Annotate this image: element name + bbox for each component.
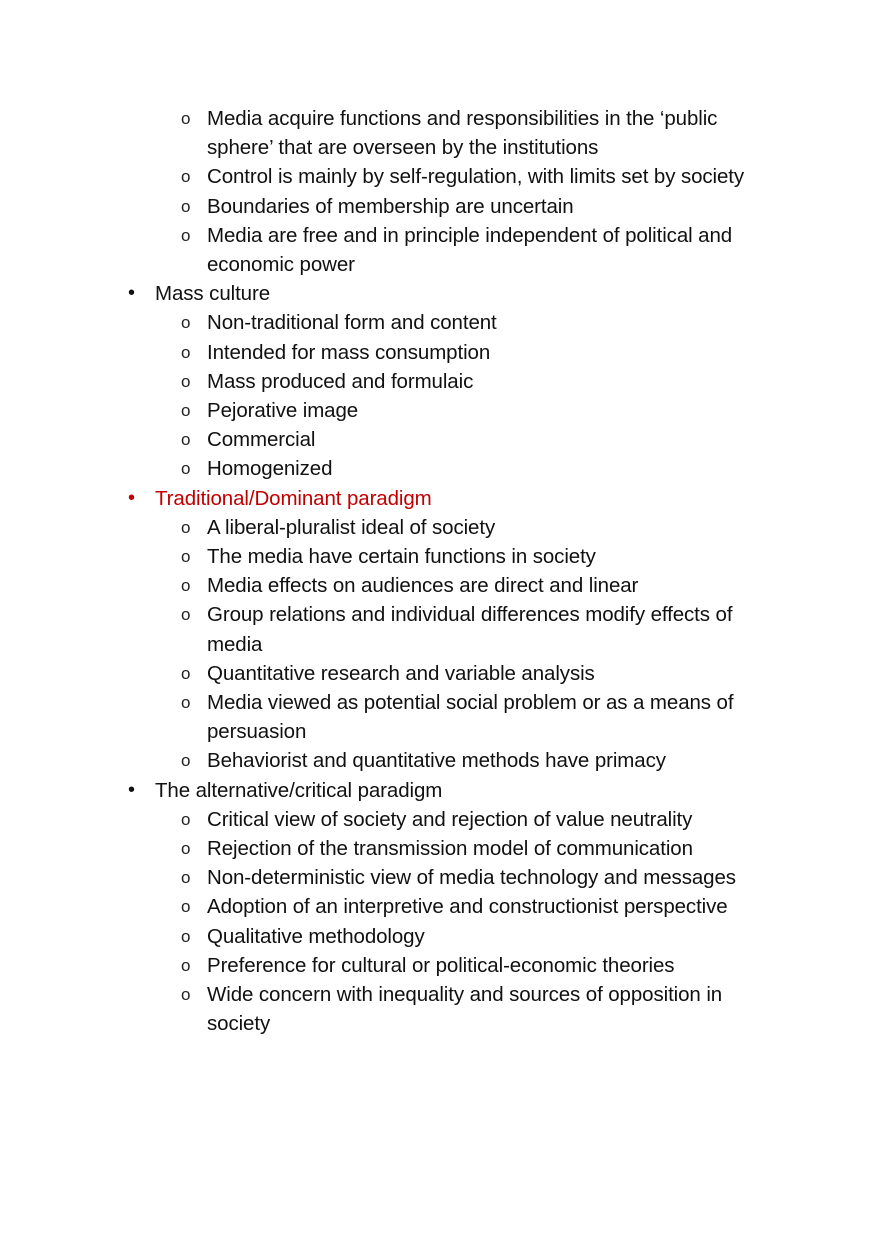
sub-bullet-icon: o: [181, 196, 191, 216]
list-item: [0, 221, 880, 279]
section-critical-paradigm: [0, 776, 880, 1039]
sub-bullet-icon: o: [181, 401, 191, 421]
section-mass-culture: [0, 279, 880, 483]
sub-bullet-icon: o: [181, 897, 191, 917]
section-title: The alternative/critical paradigm: [155, 778, 443, 802]
sub-bullet-icon: o: [181, 693, 191, 713]
list-item: [0, 571, 880, 600]
sub-bullet-icon: o: [181, 342, 191, 362]
sub-bullet-icon: o: [181, 547, 191, 567]
sub-bullet-icon: o: [181, 868, 191, 888]
sub-bullet-icon: o: [181, 371, 191, 391]
list-item: [0, 863, 880, 892]
list-item: [0, 162, 880, 191]
list-item-text: A liberal-pluralist ideal of society: [207, 515, 496, 539]
list-item: [0, 367, 880, 396]
list-item-text: Control is mainly by self-regulation, with limits set by society: [207, 165, 745, 189]
list-item-text: Pejorative image: [207, 399, 359, 423]
section-title: Traditional/Dominant paradigm: [155, 486, 432, 510]
list-item: [0, 922, 880, 951]
list-item-text: Wide concern with inequality and sources of opposition in society: [207, 983, 723, 1036]
list-item: [0, 951, 880, 980]
sub-bullet-icon: o: [181, 576, 191, 596]
sub-bullet-icon: o: [181, 663, 191, 683]
sub-bullet-icon: o: [181, 517, 191, 537]
sub-bullet-icon: o: [181, 751, 191, 771]
sub-bullet-icon: o: [181, 313, 191, 333]
list-item: [0, 104, 880, 162]
bullet-icon: •: [128, 282, 135, 305]
list-item-text: Commercial: [207, 428, 316, 452]
sub-bullet-icon: o: [181, 459, 191, 479]
section-heading: [0, 484, 880, 513]
sub-bullet-icon: o: [181, 839, 191, 859]
sub-bullet-icon: o: [181, 225, 191, 245]
document-body: [0, 104, 880, 1039]
list-item-text: Media viewed as potential social problem or as a means of persuasion: [207, 691, 734, 744]
section-heading: [0, 776, 880, 805]
sub-bullet-icon: o: [181, 430, 191, 450]
list-item-text: Media are free and in principle independent of political and economic power: [207, 223, 733, 277]
list-item: [0, 425, 880, 454]
list-item: [0, 192, 880, 221]
list-item: [0, 805, 880, 834]
list-item-text: Qualitative methodology: [207, 924, 425, 948]
list-item-text: Rejection of the transmission model of communication: [207, 837, 693, 861]
list-item-text: Media effects on audiences are direct and linear: [207, 574, 639, 598]
list-item-text: Preference for cultural or political-economic theories: [207, 953, 675, 977]
list-item-text: Non-traditional form and content: [207, 311, 497, 335]
list-item: [0, 688, 880, 746]
list-item: [0, 513, 880, 542]
section-title: Mass culture: [155, 282, 271, 306]
sub-bullet-icon: o: [181, 809, 191, 829]
sub-bullet-icon: o: [181, 926, 191, 946]
list-item-text: Group relations and individual differences modify effects of media: [207, 603, 733, 656]
list-item: [0, 659, 880, 688]
list-item: [0, 308, 880, 337]
sub-bullet-icon: o: [181, 985, 191, 1005]
list-item-text: Boundaries of membership are uncertain: [207, 194, 574, 218]
list-item-text: Homogenized: [207, 457, 333, 481]
list-item: [0, 834, 880, 863]
sub-bullet-icon: o: [181, 167, 191, 187]
list-item: [0, 338, 880, 367]
list-item: [0, 542, 880, 571]
sub-bullet-icon: o: [181, 955, 191, 975]
list-item: [0, 892, 880, 921]
list-item: [0, 454, 880, 483]
list-item-text: Intended for mass consumption: [207, 340, 491, 364]
sub-bullet-icon: o: [181, 605, 191, 625]
list-item-text: Media acquire functions and responsibilities in the ‘public sphere’ that are overseen by the institutions: [207, 107, 718, 160]
section-traditional-paradigm: [0, 484, 880, 776]
bullet-icon: •: [128, 778, 135, 801]
list-item-text: Mass produced and formulaic: [207, 369, 474, 393]
list-item-text: Non-deterministic view of media technology and messages: [207, 866, 736, 890]
list-item: [0, 980, 880, 1038]
list-item: [0, 600, 880, 658]
list-item-text: Adoption of an interpretive and constructionist perspective: [207, 895, 728, 919]
list-item: [0, 396, 880, 425]
list-item-text: Quantitative research and variable analysis: [207, 661, 595, 685]
bullet-icon: •: [128, 486, 135, 509]
list-item-text: Critical view of society and rejection of value neutrality: [207, 807, 693, 831]
sub-bullet-icon: o: [181, 109, 191, 128]
list-item-text: Behaviorist and quantitative methods have primacy: [207, 749, 666, 773]
section-heading: [0, 279, 880, 308]
intro-sublist: [0, 104, 880, 279]
list-item-text: The media have certain functions in society: [207, 545, 596, 569]
list-item: [0, 746, 880, 775]
